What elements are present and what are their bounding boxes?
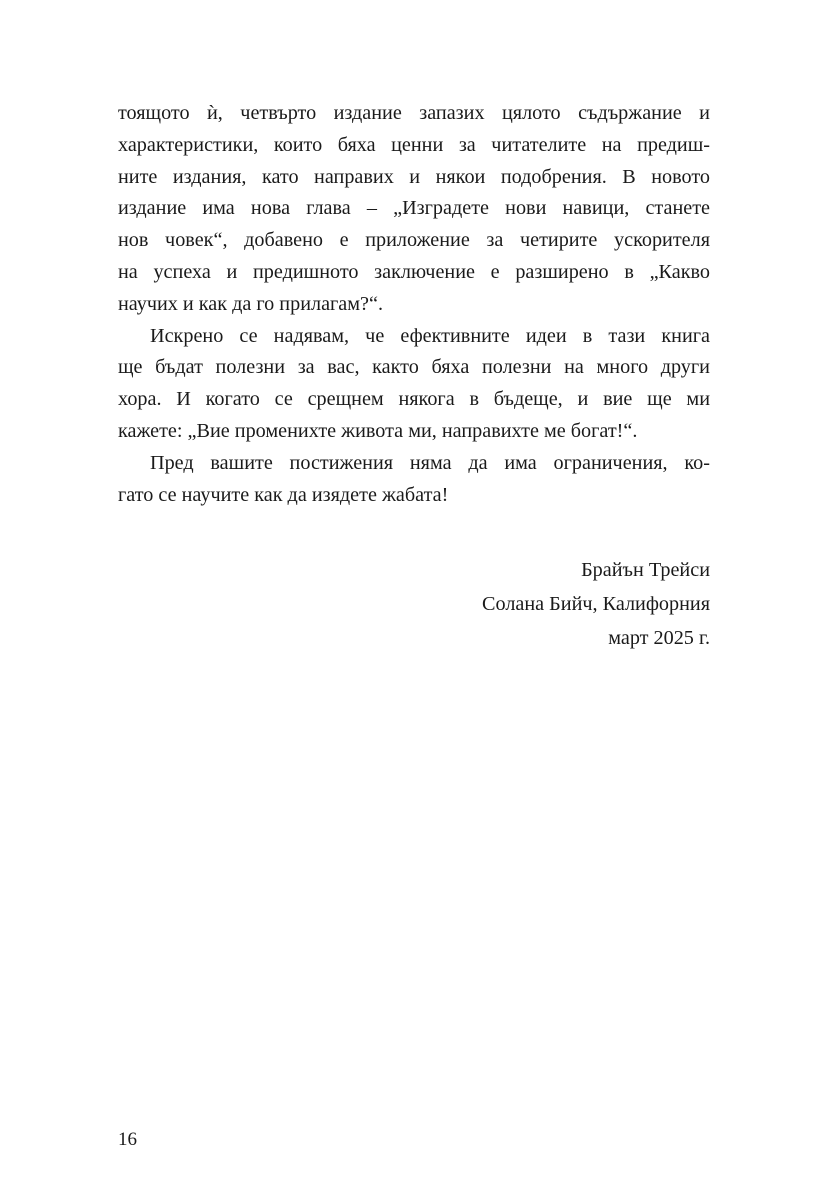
text-line: Искрено се надявам, че ефективните идеи в тази книга [150,324,710,347]
text-line: нов човек“, добавено е приложение за четирите ускорителя [118,229,710,252]
signature-place: Солана Бийч, Калифорния [482,593,710,615]
signature-date: март 2025 г. [608,627,710,649]
text-line: ще бъдат полезни за вас, както бяха полезни на много други [118,356,710,379]
text-line: тоящото ѝ, четвърто издание запазих цялото съдържание и [118,102,710,124]
text-line: хора. И когато се срещнем някога в бъдеще, и вие ще ми [118,388,710,411]
text-line: научих и как да го прилагам?“. [118,292,384,315]
body-text [118,98,710,511]
page-number: 16 [118,1129,137,1150]
text-line: на успеха и предишното заключение е разширено в „Какво [118,260,710,283]
author-name: Брайън Трейси [581,559,710,581]
paragraph [118,448,710,512]
paragraph [118,321,710,448]
paragraph [118,98,710,321]
text-line: гато се научите как да изядете жабата! [118,483,449,506]
text-line: кажете: „Вие променихте живота ми, направихте ме богат!“. [118,419,638,442]
text-line: Пред вашите постижения няма да има ограничения, ко- [150,451,710,474]
text-line: издание има нова глава – „Изградете нови навици, станете [118,197,710,220]
text-line: характеристики, които бяха ценни за читателите на предиш- [118,133,710,156]
signature-block [482,553,710,655]
text-line: ните издания, като направих и някои подобрения. В новото [118,165,710,188]
